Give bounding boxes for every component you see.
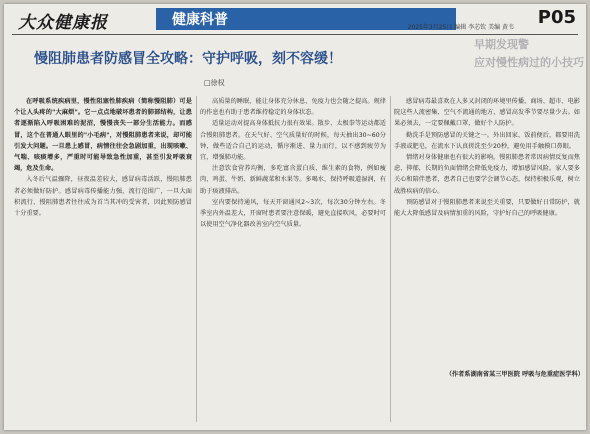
- page-number: P05: [537, 7, 576, 28]
- bleed-through-text: 应对慢性病过的小技巧: [474, 56, 584, 69]
- article-column-3: [394, 96, 580, 368]
- article-headline: 慢阻肺患者防感冒全攻略：守护呼吸，刻不容缓！: [34, 51, 342, 67]
- body-paragraph: 感冒病毒最喜欢在人多又封闭的环境里传播，商场、超市、电影院这些人流密集、空气不流通的地方，感冒高发季节要尽量少去。如果必须去，一定要佩戴口罩，做好个人防护。: [394, 98, 580, 128]
- byline: □徐权: [204, 79, 225, 87]
- author-note: （作者系湖南省某三甲医院 呼吸与危重症医学科）: [445, 371, 584, 378]
- article-column-1: [14, 96, 192, 426]
- article-column-2: [200, 96, 386, 426]
- newspaper-page: [4, 4, 586, 430]
- masthead: [4, 4, 586, 34]
- bleed-through-text: 早期发现警: [474, 38, 529, 51]
- body-paragraph: 入冬后气温骤降，昼夜温差较大，感冒病毒活跃，慢阻肺患者必须做好防护。感冒病毒传播能力强，流行范围广，一旦大面积流行，慢阻肺患者往往成为首当其冲的受害者，因此预防感冒十分重要。: [14, 176, 192, 218]
- body-paragraph: 室内要保持通风，每天开窗通风2~3次，每次30分钟左右。冬季室内外温差大，开窗时患者要注意保暖，避免直接吹风，必要时可以使用空气净化器改善室内空气质量。: [200, 198, 386, 229]
- body-paragraph: 适量运动对提高身体抵抗力很有效果。散步、太极拳等运动都适合慢阻肺患者。在天气好、空气质量好的时候，每天抽出30~60分钟，做些适合自己的运动，循序渐进、量力而行，以不感到疲劳为宜，增强肺功能。: [200, 120, 386, 162]
- section-banner: 健康科普: [156, 8, 456, 30]
- body-paragraph: 勤洗手是预防感冒的关键之一。外出回家、饭前便后，都要用洗手液或肥皂，在流水下认真搓洗至少20秒，避免用手触摸口鼻眼。: [394, 131, 580, 150]
- body-paragraph: 情绪对身体健康也有很大的影响。慢阻肺患者常因病情反复而焦虑、抑郁，长期的负面情绪会降低免疫力，增加感冒风险。家人要多关心和陪伴患者，患者自己也要学会调节心态，保持积极乐观，树立战胜疾病的信心。: [394, 154, 580, 195]
- body-paragraph: 预防感冒对于慢阻肺患者来说至关重要，只要做好日常防护，就能大大降低感冒及病情加重的风险，守护好自己的呼吸健康。: [394, 198, 580, 218]
- body-paragraph: 高质量的睡眠，能让身体充分休息，免疫力也会随之提高。规律的作息也有助于患者维持稳定的身体状态。: [200, 98, 386, 117]
- masthead-rule: [12, 34, 578, 35]
- issue-date: 2025年3月25日 编辑 李芯钦 美编 黄韦: [407, 24, 514, 31]
- lead-paragraph: 在呼吸系统疾病里，慢性阻塞性肺疾病（简称慢阻肺）可是个让人头疼的"大麻烦"。它一点点地破坏患者的肺部结构，让患者逐渐陷入呼吸困难的泥沼，慢慢丧失一部分生活能力。而感冒，这个在普通人眼里的"小毛病"，对慢阻肺患者来说，却可能引发大问题。一旦患上感冒，病情往往会急剧加重，出现咳嗽、气喘、咳痰增多，严重时可能导致急性加重，甚至引发呼吸衰竭，危及生命。: [14, 98, 192, 173]
- column-divider: [390, 96, 391, 422]
- column-divider: [196, 96, 197, 422]
- body-paragraph: 注意饮食营养均衡，多吃富含蛋白质、维生素的食物，例如瘦肉、鸡蛋、牛奶、新鲜蔬菜和水果等。多喝水，保持呼吸道湿润，有助于痰液排出。: [200, 165, 386, 195]
- paper-name: 大众健康报: [18, 13, 108, 33]
